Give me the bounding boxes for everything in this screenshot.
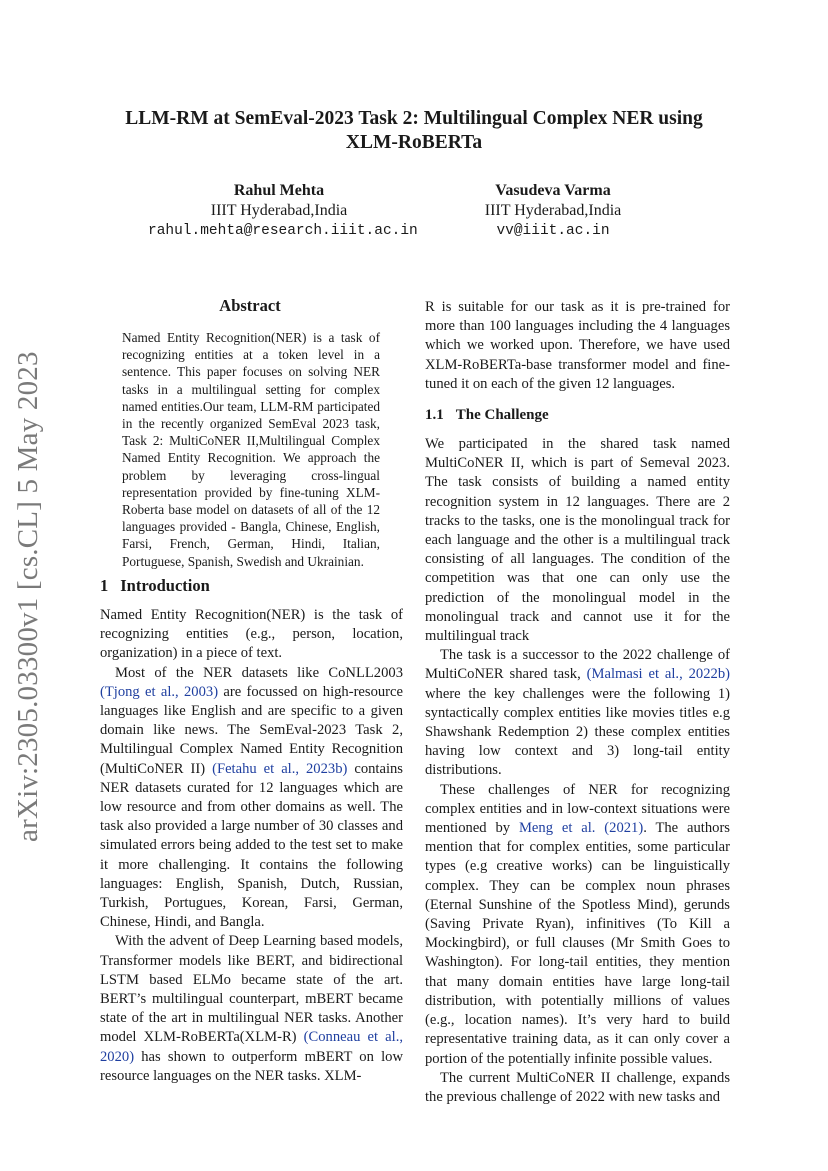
citation-link[interactable]: Meng et al. (2021) (518, 820, 644, 837)
title-line-1: LLM-RM at SemEval-2023 Task 2: Multilingual Complex NER using (125, 108, 703, 129)
title-line-2: XLM-RoBERTa (345, 132, 483, 153)
author-email: rahul.mehta@research.iiit.ac.in (148, 223, 418, 239)
subsection-heading-challenge (425, 407, 549, 424)
text-run: has shown to outperform mBERT on low resource languages on the NER tasks. XLM- (100, 1048, 403, 1084)
citation-link[interactable]: (Tjong et al., 2003) (100, 683, 219, 700)
text-run: where the key challenges were the following 1) syntactically complex entities like movies titles e.g Shawshank Redemption 2) these complex entities having low context and 3) long-tail entity distributions. (425, 685, 730, 779)
section-number: 1 (100, 576, 109, 595)
text-run: . The authors mention that for complex entities, some particular types (e.g creative works) can be linguistically complex. They can be complex noun phrases (Eternal Sunshine of the Spotless Mind), gerunds (Saving Private Ryan), infinitives (To Kill a Mockingbird), or full clauses (Mr Smith Goes to Washington). For long-tail entities, they mention that many domain entities have large long-tail distribution, with potentially millions of values (e.g., location names). It’s very hard to build representative training data, as it can only cover a portion of the potentially infinite possible values. (425, 820, 730, 1067)
citation-link[interactable]: (Malmasi et al., 2022b) (586, 666, 730, 683)
paragraph: The current MultiCoNER II challenge, expands the previous challenge of 2022 with new tasks and (425, 1069, 730, 1105)
text-run: contains NER datasets curated for 12 languages which are low resource and from other domains as well. The task also provided a large number of 30 classes and simulated errors being added to the test set to make it more challenging. It contains the following languages: English, Spanish, Dutch, Russian, Turkish, Portugues, Korean, Farsi, German, Chinese, Hindi, and Bangla. (100, 760, 403, 931)
text-run: The task is a successor to the 2022 challenge of MultiCoNER shared task, (425, 647, 730, 683)
paragraph: Named Entity Recognition(NER) is the task of recognizing entities (e.g., person, location, organization) in a piece of text. (100, 607, 403, 662)
author-affiliation: IIIT Hyderabad,India (210, 202, 348, 219)
author-block-1 (148, 181, 418, 241)
author-block-2 (458, 181, 648, 241)
paper-title (100, 107, 728, 155)
text-run: are focussed on high-resource languages like English and are specific to a given domain like news. The SemEval-2023 Task 2, Multilingual Complex Named Entity Recognition (MultiCoNER II) (100, 683, 404, 777)
paragraph: R is suitable for our task as it is pre-trained for more than 100 languages including the 4 languages which we worked upon. Therefore, we have used XLM-RoBERTa-base transformer model and fine-tuned it on each of the given 12 languages. (425, 299, 730, 392)
right-column-continuation (425, 298, 730, 394)
section-title: The Challenge (455, 407, 549, 423)
citation-link[interactable]: (Fetahu et al., 2023b) (212, 760, 348, 777)
author-name: Rahul Mehta (233, 182, 325, 199)
text-run: These challenges of NER for recognizing complex entities and in low-context situations were mentioned by (425, 781, 730, 837)
abstract-text: Named Entity Recognition(NER) is a task of recognizing entities at a token level in a sentence. This paper focuses on solving NER tasks in a multilingual setting for complex named entities.Our team, LLM-RM participated in the recently organized SemEval 2023 task, Task 2: MultiCoNER II,Multilingual Complex Named Entity Recognition. We approach the problem by leveraging cross-lingual representation provided by fine-tuning XLM-Roberta base model on datasets of all of the 12 languages provided - Bangla, Chinese, English, Farsi, French, German, Hindi, Italian, Portuguese, Spanish, Swedish and Ukrainian. (122, 330, 380, 569)
text-run: Most of the NER datasets like CoNLL2003 (115, 664, 403, 681)
author-email: vv@iiit.ac.in (496, 223, 610, 239)
right-column-body (425, 435, 730, 1107)
arxiv-identifier: arXiv:2305.03300v1 [cs.CL] 5 May 2023 (12, 351, 44, 842)
left-column-body (100, 606, 403, 1086)
paragraph (100, 664, 403, 933)
section-number: 1.1 (425, 407, 444, 423)
citation-link[interactable]: (Conneau et al., 2020) (100, 1029, 403, 1065)
section-title: Introduction (120, 576, 210, 595)
section-heading-introduction (100, 576, 210, 596)
abstract-heading: Abstract (219, 296, 281, 315)
paragraph (100, 932, 403, 1086)
author-affiliation: IIIT Hyderabad,India (484, 202, 622, 219)
author-name: Vasudeva Varma (495, 182, 611, 199)
text-run: With the advent of Deep Learning based models, Transformer models like BERT, and bidirectional LSTM based ELMo became state of the art. BERT’s multilingual counterpart, mBERT became state of the art in multilingual NER tasks. Another model XLM-RoBERTa(XLM-R) (100, 933, 403, 1046)
paragraph: We participated in the shared task named MultiCoNER II, which is part of Semeval 2023. The task consists of building a named entity recognition system in 12 languages. There are 2 tracks to the tasks, one is the monolingual track for each language and the other is a multilingual track consisting of all languages. The condition of the competition was that one can only use the prediction of the monolingual model in the monolingual track and cannot use it for the multilingual track (425, 436, 730, 645)
paragraph (425, 781, 730, 1069)
paragraph (425, 646, 730, 780)
